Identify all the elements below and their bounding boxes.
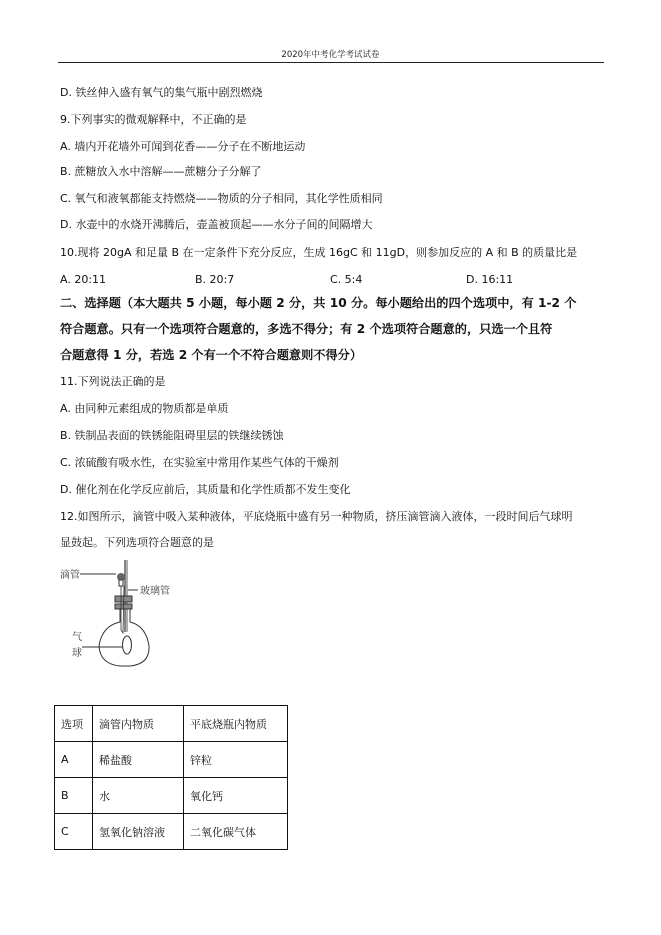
- q12-stem-line-1: 12.如图所示，滴管中吸入某种液体，平底烧瓶中盛有另一种物质，挤压滴管滴入液体，一段时间后气球明: [60, 510, 573, 523]
- q11-stem: 11.下列说法正确的是: [60, 375, 166, 388]
- q11-option-b: B. 铁制品表面的铁锈能阻碍里层的铁继续锈蚀: [60, 429, 284, 442]
- table-row: [55, 778, 288, 814]
- table-cell: B: [55, 778, 93, 814]
- balloon-label-2: 球: [72, 648, 82, 659]
- table-header-cell: 选项: [55, 706, 93, 742]
- table-row: [55, 814, 288, 850]
- table-row: [55, 742, 288, 778]
- q9-option-b: B. 蔗糖放入水中溶解——蔗糖分子分解了: [60, 165, 262, 178]
- q9-option-c: C. 氧气和液氧都能支持燃烧——物质的分子相同，其化学性质相同: [60, 192, 383, 205]
- table-cell: 氧化钙: [184, 778, 288, 814]
- q11-option-c: C. 浓硫酸有吸水性，在实验室中常用作某些气体的干燥剂: [60, 456, 339, 469]
- header-divider: [58, 62, 604, 63]
- q9-stem: 9.下列事实的微观解释中，不正确的是: [60, 113, 247, 126]
- table-cell: A: [55, 742, 93, 778]
- table-header-row: [55, 706, 288, 742]
- q10-option-a: A. 20:11: [60, 273, 107, 286]
- q10-stem: 10.现将 20gA 和足量 B 在一定条件下充分反应，生成 16gC 和 11gD，则参加反应的 A 和 B 的质量比是: [60, 246, 578, 259]
- glass-tube-label: 玻璃管: [140, 586, 170, 597]
- q10-option-c: C. 5:4: [330, 273, 363, 286]
- table-cell: 氢氧化钠溶液: [93, 814, 184, 850]
- q9-option-a: A. 墙内开花墙外可闻到花香——分子在不断地运动: [60, 140, 306, 153]
- q9-option-d: D. 水壶中的水烧开沸腾后，壶盖被顶起——水分子间的间隔增大: [60, 218, 373, 231]
- balloon-label-1: 气: [72, 632, 82, 643]
- q10-option-d: D. 16:11: [466, 273, 514, 286]
- table-header-cell: 滴管内物质: [93, 706, 184, 742]
- table-cell: 锌粒: [184, 742, 288, 778]
- q10-option-b: B. 20:7: [195, 273, 235, 286]
- page-header: 2020年中考化学考试试卷: [281, 50, 380, 60]
- q8-option-d: D. 铁丝伸入盛有氧气的集气瓶中剧烈燃烧: [60, 86, 263, 99]
- dropper-label: 滴管: [60, 570, 80, 581]
- q11-option-d: D. 催化剂在化学反应前后，其质量和化学性质都不发生变化: [60, 483, 351, 496]
- table-header-cell: 平底烧瓶内物质: [184, 706, 288, 742]
- q11-option-a: A. 由同种元素组成的物质都是单质: [60, 402, 229, 415]
- section-heading-line-3: 合题意得 1 分，若选 2 个有一个不符合题意则不得分）: [60, 348, 363, 362]
- table-cell: 水: [93, 778, 184, 814]
- options-table: [54, 705, 288, 850]
- flask-dropper-diagram: [58, 560, 178, 675]
- q12-stem-line-2: 显鼓起。下列选项符合题意的是: [60, 536, 214, 549]
- table-cell: 稀盐酸: [93, 742, 184, 778]
- section-heading-line-2: 符合题意。只有一个选项符合题意的，多选不得分；有 2 个选项符合题意的，只选一个且符: [60, 322, 553, 336]
- table-cell: C: [55, 814, 93, 850]
- apparatus-figure: [58, 560, 178, 679]
- table-cell: 二氧化碳气体: [184, 814, 288, 850]
- section-heading-line-1: 二、选择题（本大题共 5 小题，每小题 2 分，共 10 分。每小题给出的四个选项中，有 1-2 个: [60, 296, 577, 310]
